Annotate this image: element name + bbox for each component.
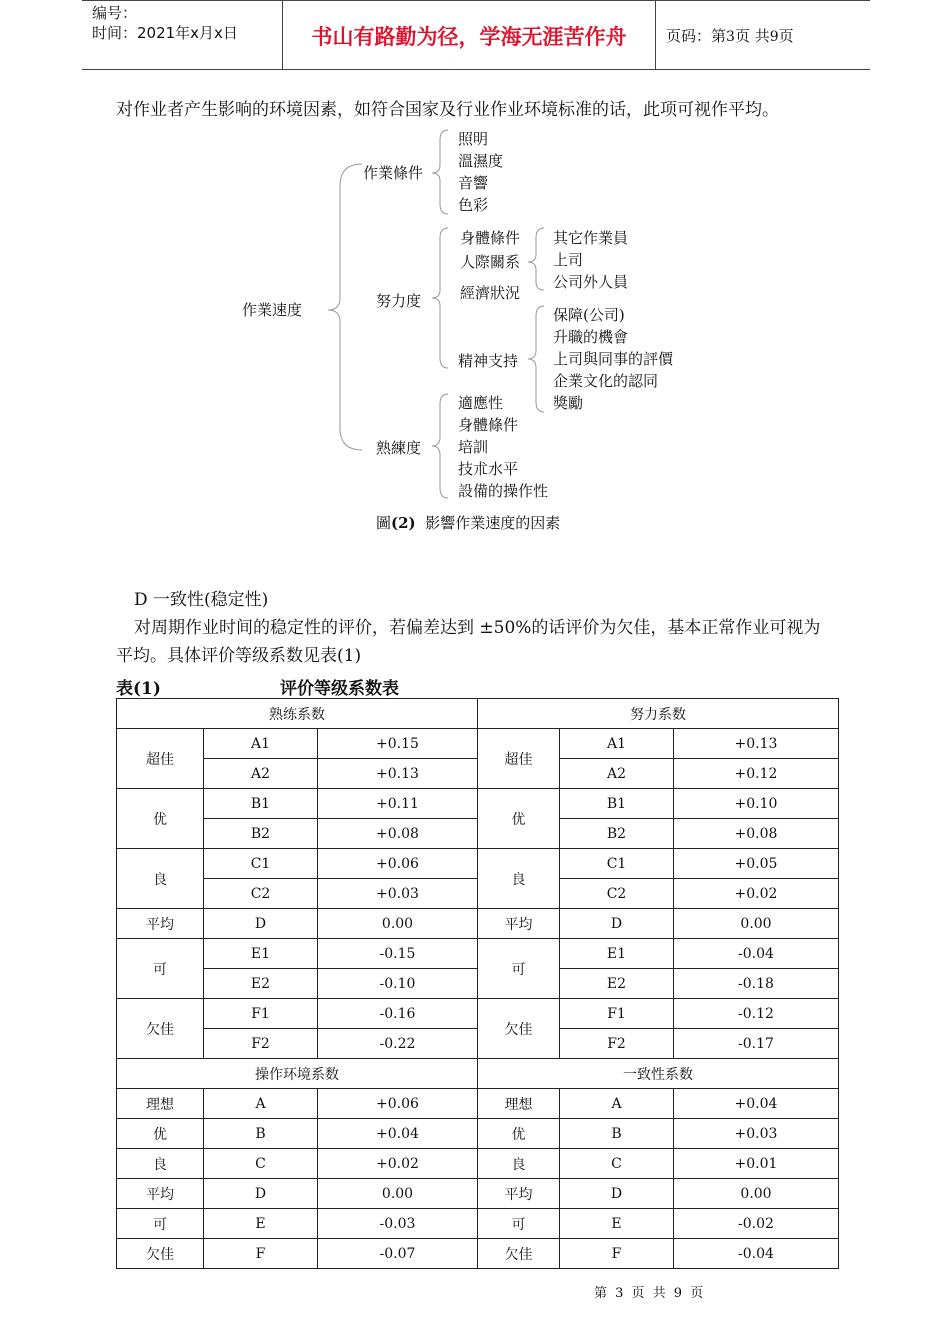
diagram-branch-conditions: 作業條件 (363, 164, 424, 182)
page-footer: 第 3 页 共 9 页 (594, 1286, 706, 1301)
grade-cell: 欠佳 (117, 999, 204, 1059)
table-row (117, 1059, 839, 1089)
diagram-item: 照明 (458, 130, 489, 148)
diagram-item: 適應性 (458, 394, 504, 412)
code-cell: B1 (204, 789, 318, 819)
grade-cell: 良 (117, 1149, 204, 1179)
effort-value: -0.17 (674, 1029, 839, 1059)
effort-value: -0.04 (674, 939, 839, 969)
table-row (117, 699, 839, 729)
b2-brace (432, 228, 448, 368)
table-row (117, 1179, 839, 1209)
code-cell: F1 (560, 999, 674, 1029)
code-cell: E (560, 1209, 674, 1239)
effort-value: 0.00 (674, 909, 839, 939)
diagram-item: 其它作業員 (553, 229, 629, 247)
diagram-branch-effort: 努力度 (376, 292, 422, 310)
grade-cell: 平均 (478, 1179, 560, 1209)
code-cell: A2 (560, 759, 674, 789)
code-cell: E2 (560, 969, 674, 999)
grade-cell: 平均 (117, 1179, 204, 1209)
effort-value: +0.13 (674, 729, 839, 759)
diagram-root: 作業速度 (242, 301, 303, 319)
code-cell: D (560, 909, 674, 939)
code-cell: F2 (560, 1029, 674, 1059)
b1-brace (432, 130, 448, 214)
grade-cell: 可 (478, 1209, 560, 1239)
table-row (117, 849, 839, 879)
page-prefix: 页码：第 (666, 27, 727, 45)
page-mid: 页 共 (734, 27, 770, 45)
doc-date: 时间：2021年x月x日 (92, 24, 238, 42)
figure-caption (376, 512, 560, 533)
code-cell: B (560, 1119, 674, 1149)
skill-value: -0.22 (318, 1029, 478, 1059)
grade-cell: 平均 (117, 909, 204, 939)
diagram-item: 音響 (458, 174, 489, 192)
caption-num: (2) (391, 514, 416, 532)
effort-value: +0.08 (674, 819, 839, 849)
diagram-item: 升職的機會 (553, 328, 629, 346)
header-motto: 书山有路勤为径，学海无涯苦作舟 (311, 25, 627, 49)
code-cell: E (204, 1209, 318, 1239)
consistency-value: 0.00 (674, 1179, 839, 1209)
code-cell: F2 (204, 1029, 318, 1059)
env-value: 0.00 (318, 1179, 478, 1209)
code-cell: B1 (560, 789, 674, 819)
table-name: 评价等级系数表 (280, 679, 399, 699)
effort-value: -0.18 (674, 969, 839, 999)
diagram-item: 精神支持 (458, 352, 519, 370)
diagram-item: 身體條件 (458, 416, 519, 434)
diagram-item: 上司與同事的評價 (553, 350, 674, 368)
grade-cell: 可 (478, 939, 560, 999)
code-cell: F (204, 1239, 318, 1269)
env-value: +0.02 (318, 1149, 478, 1179)
diagram-item: 經濟狀況 (460, 284, 521, 302)
skill-header: 熟练系数 (117, 699, 478, 729)
grade-cell: 可 (117, 1209, 204, 1239)
env-value: -0.03 (318, 1209, 478, 1239)
diagram-item: 上司 (553, 251, 584, 269)
grade-cell: 良 (478, 1149, 560, 1179)
code-cell: B2 (560, 819, 674, 849)
grade-cell: 优 (117, 1119, 204, 1149)
skill-value: +0.11 (318, 789, 478, 819)
consistency-value: -0.02 (674, 1209, 839, 1239)
grade-cell: 欠佳 (478, 999, 560, 1059)
consistency-header: 一致性系数 (478, 1059, 839, 1089)
code-cell: B2 (204, 819, 318, 849)
grade-cell: 理想 (117, 1089, 204, 1119)
code-cell: F (560, 1239, 674, 1269)
b2-sub4-brace (528, 306, 544, 412)
code-cell: A2 (204, 759, 318, 789)
table-row (117, 789, 839, 819)
grade-cell: 良 (478, 849, 560, 909)
table-row (117, 1209, 839, 1239)
code-cell: C1 (560, 849, 674, 879)
diagram-item: 保障(公司) (553, 306, 625, 324)
consistency-value: +0.04 (674, 1089, 839, 1119)
section-d-title: D 一致性(稳定性) (134, 590, 269, 610)
diagram-item: 獎勵 (553, 394, 584, 412)
effort-value: -0.12 (674, 999, 839, 1029)
table-label: 表(1) (116, 679, 161, 699)
grade-cell: 良 (117, 849, 204, 909)
effort-header: 努力系数 (478, 699, 839, 729)
code-cell: C (204, 1149, 318, 1179)
grade-cell: 欠佳 (478, 1239, 560, 1269)
diagram-item: 設備的操作性 (458, 482, 549, 500)
table-row (117, 999, 839, 1029)
consistency-value: +0.01 (674, 1149, 839, 1179)
caption-text: 影響作業速度的因素 (425, 514, 561, 532)
skill-value: +0.03 (318, 879, 478, 909)
table-title (116, 674, 399, 699)
table-row (117, 1239, 839, 1269)
code-cell: E2 (204, 969, 318, 999)
code-cell: F1 (204, 999, 318, 1029)
code-cell: C (560, 1149, 674, 1179)
env-value: +0.06 (318, 1089, 478, 1119)
consistency-value: -0.04 (674, 1239, 839, 1269)
root-brace (328, 164, 362, 450)
table-row (117, 1119, 839, 1149)
code-cell: C1 (204, 849, 318, 879)
section-d-body: 对周期作业时间的稳定性的评价，若偏差达到 ±50%的话评价为欠佳，基本正常作业可视为平均。具体评价等级系数见表(1) (116, 618, 821, 666)
diagram-item: 培訓 (458, 438, 489, 456)
skill-value: -0.16 (318, 999, 478, 1029)
diagram-item: 溫濕度 (458, 152, 504, 170)
effort-value: +0.02 (674, 879, 839, 909)
grade-cell: 超佳 (117, 729, 204, 789)
grade-cell: 超佳 (478, 729, 560, 789)
diagram-item: 人際關系 (460, 253, 521, 271)
effort-value: +0.10 (674, 789, 839, 819)
diagram-item: 色彩 (458, 196, 489, 214)
doc-id-label: 编号： (92, 4, 138, 22)
page-num: 3 (726, 29, 735, 45)
grade-cell: 理想 (478, 1089, 560, 1119)
skill-value: +0.06 (318, 849, 478, 879)
coefficient-table (116, 698, 839, 1269)
diagram-item: 企業文化的認同 (553, 372, 659, 390)
table-row (117, 1089, 839, 1119)
env-value: +0.04 (318, 1119, 478, 1149)
skill-value: +0.15 (318, 729, 478, 759)
b2-sub2-brace (528, 228, 544, 290)
skill-value: -0.10 (318, 969, 478, 999)
effort-value: +0.05 (674, 849, 839, 879)
code-cell: E1 (560, 939, 674, 969)
code-cell: D (560, 1179, 674, 1209)
code-cell: B (204, 1119, 318, 1149)
grade-cell: 欠佳 (117, 1239, 204, 1269)
code-cell: D (204, 1179, 318, 1209)
speed-factors-diagram (0, 0, 950, 560)
grade-cell: 优 (478, 789, 560, 849)
code-cell: C2 (204, 879, 318, 909)
diagram-item: 公司外人員 (553, 273, 629, 291)
skill-value: 0.00 (318, 909, 478, 939)
diagram-branch-skill: 熟練度 (376, 439, 422, 457)
skill-value: +0.08 (318, 819, 478, 849)
env-header: 操作环境系数 (117, 1059, 478, 1089)
skill-value: +0.13 (318, 759, 478, 789)
table-row (117, 939, 839, 969)
grade-cell: 平均 (478, 909, 560, 939)
page-suffix: 页 (778, 27, 794, 45)
grade-cell: 优 (478, 1119, 560, 1149)
b3-brace (432, 394, 448, 498)
skill-value: -0.15 (318, 939, 478, 969)
diagram-item: 技朮水平 (458, 460, 519, 478)
code-cell: E1 (204, 939, 318, 969)
effort-value: +0.12 (674, 759, 839, 789)
code-cell: A1 (560, 729, 674, 759)
table-row (117, 1149, 839, 1179)
code-cell: A (560, 1089, 674, 1119)
grade-cell: 可 (117, 939, 204, 999)
caption-prefix: 圖 (376, 514, 392, 532)
code-cell: A1 (204, 729, 318, 759)
table-row (117, 909, 839, 939)
code-cell: D (204, 909, 318, 939)
diagram-item: 身體條件 (460, 229, 521, 247)
page-total: 9 (769, 29, 779, 45)
table-row (117, 729, 839, 759)
code-cell: C2 (560, 879, 674, 909)
intro-paragraph: 对作业者产生影响的环境因素，如符合国家及行业作业环境标准的话，此项可视作平均。 (116, 100, 779, 120)
code-cell: A (204, 1089, 318, 1119)
grade-cell: 优 (117, 789, 204, 849)
consistency-value: +0.03 (674, 1119, 839, 1149)
env-value: -0.07 (318, 1239, 478, 1269)
